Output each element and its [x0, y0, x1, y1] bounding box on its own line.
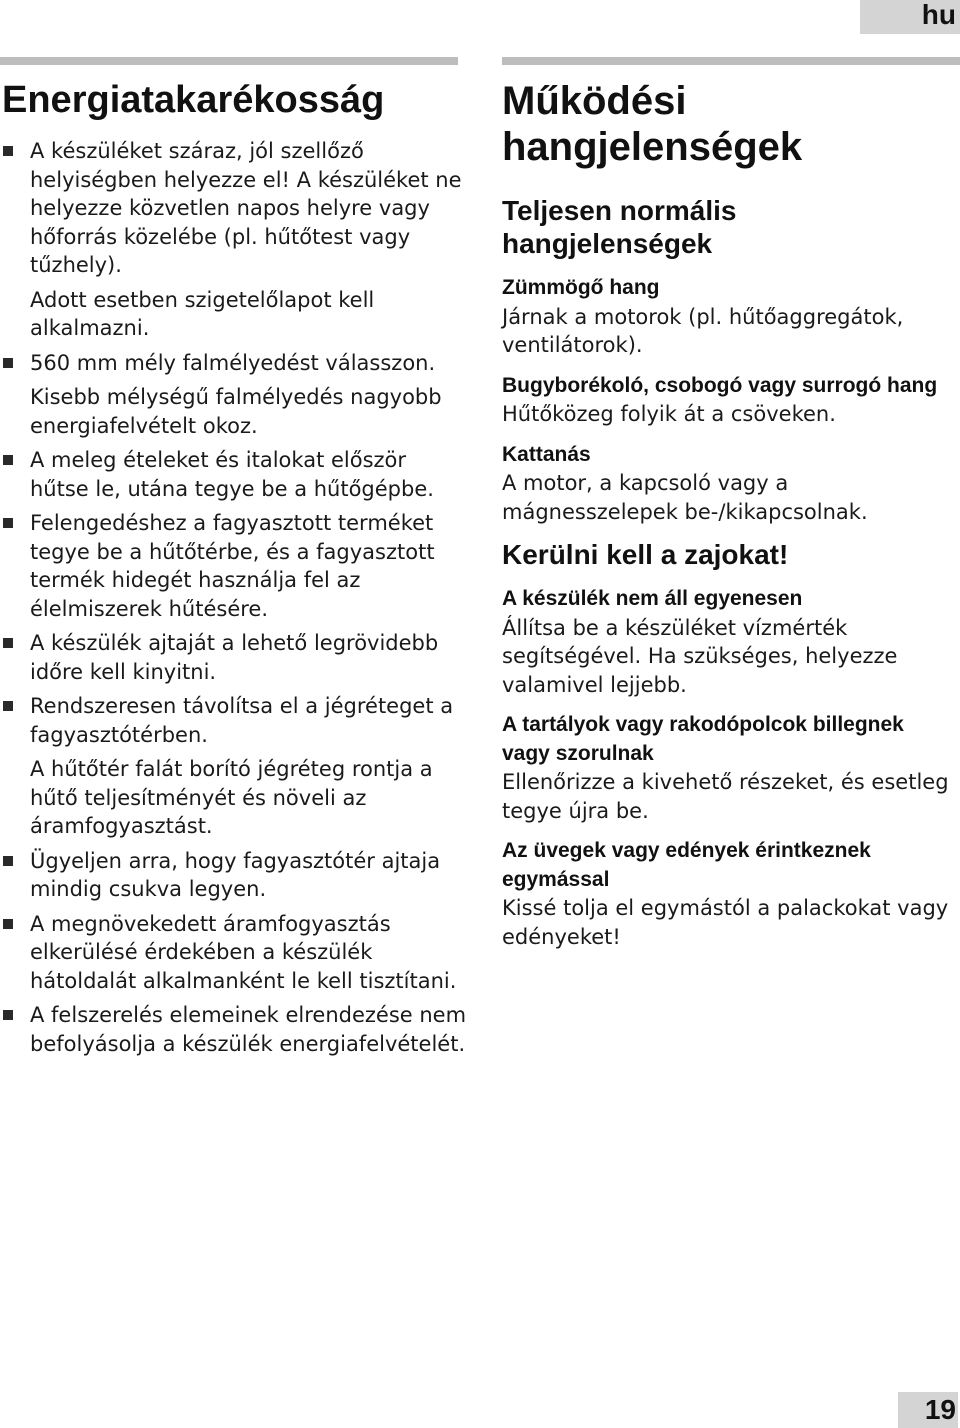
- noise-item-heading: A tartályok vagy rakodópolcok billegnek vagy szorulnak: [502, 713, 904, 765]
- noise-item: [502, 711, 952, 825]
- noise-item: [502, 585, 952, 699]
- square-bullet-icon: [3, 701, 13, 711]
- list-item: [0, 349, 470, 441]
- list-item: [0, 692, 470, 841]
- square-bullet-icon: [3, 455, 13, 465]
- tip-text: 560 mm mély falmélyedést válasszon.: [30, 350, 436, 375]
- tip-text: A felszerelés elemeinek elrendezése nem befolyásolja a készülék energiafelvételét.: [30, 1003, 467, 1056]
- right-column-rule: [502, 57, 960, 65]
- list-item: [0, 137, 470, 343]
- list-item: [0, 629, 470, 686]
- noise-item-text: Hűtőközeg folyik át a csöveken.: [502, 402, 836, 426]
- avoidable-noises-heading: Kerülni kell a zajokat!: [502, 539, 789, 570]
- section-title-operating-noises: Működési hangjelenségek: [502, 79, 803, 169]
- left-column: [0, 78, 470, 1064]
- square-bullet-icon: [3, 638, 13, 648]
- noise-item-heading: Az üvegek vagy edények érintkeznek egymással: [502, 839, 871, 891]
- noise-item-text: A motor, a kapcsoló vagy a mágnesszelepek be-/kikapcsolnak.: [502, 471, 868, 524]
- tip-text: A készülék ajtaját a lehető legrövidebb időre kell kinyitni.: [30, 631, 439, 684]
- noise-item: [502, 372, 952, 429]
- noise-item-heading: A készülék nem áll egyenesen: [502, 587, 803, 610]
- list-item: [0, 446, 470, 503]
- square-bullet-icon: [3, 518, 13, 528]
- language-tag: hu: [860, 0, 960, 34]
- noise-item: [502, 837, 952, 951]
- noise-item-text: Ellenőrizze a kivehető részeket, és esetleg tegye újra be.: [502, 770, 949, 823]
- tip-text: Ügyeljen arra, hogy fagyasztótér ajtaja mindig csukva legyen.: [30, 848, 441, 901]
- noise-item-heading: Zümmögő hang: [502, 276, 660, 299]
- page-number: 19: [898, 1392, 958, 1428]
- section-title-energy-saving: Energiatakarékosság: [2, 79, 385, 121]
- tip-note: A hűtőtér falát borító jégréteg rontja a hűtő teljesítményét és növeli az áramfogyasztást.: [30, 757, 433, 838]
- tip-text: A készüléket száraz, jól szellőző helyiségben helyezze el! A készüléket ne helyezze közvetlen napos helyre vagy hőforrás közelébe (pl. hűtőtest vagy tűzhely).: [30, 139, 462, 277]
- list-item: [0, 847, 470, 904]
- noise-item-text: Állítsa be a készüléket vízmérték segítségével. Ha szükséges, helyezze valamivel lejjebb.: [502, 615, 898, 697]
- right-column: [502, 78, 952, 963]
- tip-text: Rendszeresen távolítsa el a jégréteget a fagyasztótérben.: [30, 694, 454, 747]
- square-bullet-icon: [3, 1010, 13, 1020]
- list-item: [0, 910, 470, 996]
- square-bullet-icon: [3, 146, 13, 156]
- list-item: [0, 1001, 470, 1058]
- square-bullet-icon: [3, 358, 13, 368]
- tip-note: Kisebb mélységű falmélyedés nagyobb energiafelvételt okoz.: [30, 385, 442, 438]
- noise-item-text: Járnak a motorok (pl. hűtőaggregátok, ventilátorok).: [502, 304, 904, 357]
- square-bullet-icon: [3, 856, 13, 866]
- tip-text: A meleg ételeket és italokat először hűtse le, utána tegye be a hűtőgépbe.: [30, 448, 434, 501]
- tip-text: Felengedéshez a fagyasztott terméket tegye be a hűtőtérbe, és a fagyasztott termék hidegét használja fel az élelmiszerek hűtésére.: [30, 511, 435, 621]
- square-bullet-icon: [3, 919, 13, 929]
- normal-noises-heading: Teljesen normális hangjelenségek: [502, 195, 737, 259]
- noise-item: [502, 441, 952, 527]
- energy-tips-list: [0, 137, 470, 1058]
- noise-item: [502, 274, 952, 360]
- noise-item-text: Kissé tolja el egymástól a palackokat vagy edényeket!: [502, 896, 949, 949]
- list-item: [0, 509, 470, 623]
- noise-item-heading: Kattanás: [502, 442, 591, 466]
- tip-note: Adott esetben szigetelőlapot kell alkalmazni.: [30, 287, 375, 340]
- left-column-rule: [0, 57, 458, 65]
- tip-text: A megnövekedett áramfogyasztás elkerülésé érdekében a készülék hátoldalát alkalmanként le kell tisztítani.: [30, 911, 457, 993]
- noise-item-heading: Bugyborékoló, csobogó vagy surrogó hang: [502, 373, 938, 397]
